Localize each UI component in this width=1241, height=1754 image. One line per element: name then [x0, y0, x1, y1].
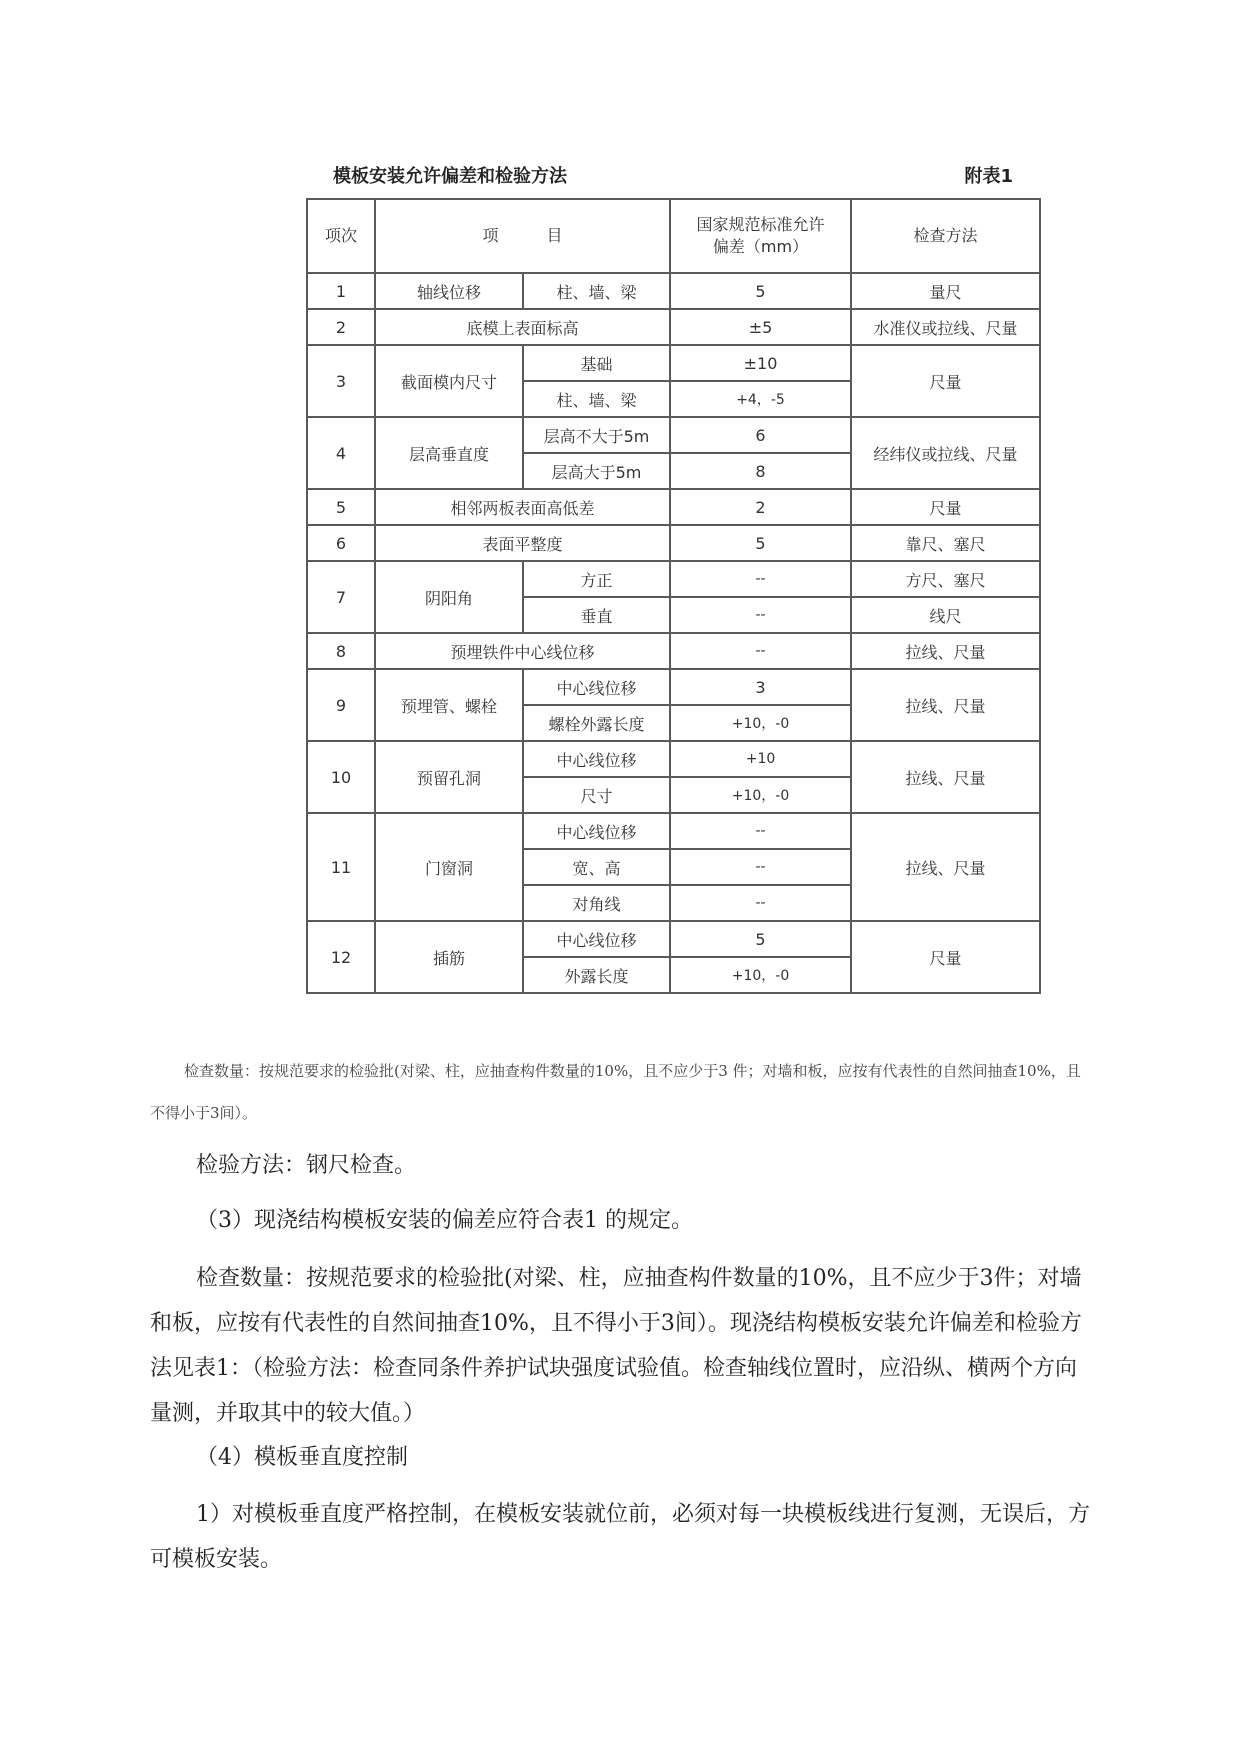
row-value: 2	[670, 489, 851, 525]
row-method: 经纬仪或拉线、尺量	[851, 417, 1040, 489]
row-value: +10，-0	[670, 705, 851, 741]
table-header-row	[307, 199, 1040, 273]
row-value: --	[670, 633, 851, 669]
row-sub: 层高大于5m	[523, 453, 670, 489]
row-value: +10	[670, 741, 851, 777]
row-no: 12	[307, 921, 375, 993]
header-tolerance: 国家规范标准允许偏差（mm）	[670, 199, 851, 273]
row-method: 尺量	[851, 921, 1040, 993]
row-no: 4	[307, 417, 375, 489]
row-no: 9	[307, 669, 375, 741]
table-row	[307, 921, 1040, 957]
row-value: 5	[670, 525, 851, 561]
row-sub: 柱、墙、梁	[523, 273, 670, 309]
row-value: +4，-5	[670, 381, 851, 417]
row-method: 尺量	[851, 489, 1040, 525]
row-method: 方尺、塞尺	[851, 561, 1040, 597]
row-no: 1	[307, 273, 375, 309]
row-item: 层高垂直度	[375, 417, 523, 489]
row-item: 相邻两板表面高低差	[375, 489, 670, 525]
table-row	[307, 561, 1040, 597]
row-sub: 基础	[523, 345, 670, 381]
row-sub: 外露长度	[523, 957, 670, 993]
row-sub: 螺栓外露长度	[523, 705, 670, 741]
header-item: 项 目	[375, 199, 670, 273]
row-item: 轴线位移	[375, 273, 523, 309]
row-value: +10，-0	[670, 957, 851, 993]
row-sub: 柱、墙、梁	[523, 381, 670, 417]
row-no: 10	[307, 741, 375, 813]
row-item: 门窗洞	[375, 813, 523, 921]
row-value: --	[670, 561, 851, 597]
row-value: --	[670, 597, 851, 633]
table-row	[307, 417, 1040, 453]
table-row	[307, 741, 1040, 777]
table-row	[307, 525, 1040, 561]
row-item: 预埋管、螺栓	[375, 669, 523, 741]
row-item: 预埋铁件中心线位移	[375, 633, 670, 669]
row-sub: 中心线位移	[523, 921, 670, 957]
row-method: 拉线、尺量	[851, 633, 1040, 669]
row-item: 截面模内尺寸	[375, 345, 523, 417]
table-row	[307, 309, 1040, 345]
header-method: 检查方法	[851, 199, 1040, 273]
row-value: 8	[670, 453, 851, 489]
row-no: 11	[307, 813, 375, 921]
table-row	[307, 813, 1040, 849]
row-item: 阴阳角	[375, 561, 523, 633]
row-sub: 中心线位移	[523, 741, 670, 777]
inspection-method-paragraph: 检验方法：钢尺检查。	[196, 1153, 417, 1178]
row-item: 预留孔洞	[375, 741, 523, 813]
row-item: 表面平整度	[375, 525, 670, 561]
row-sub: 对角线	[523, 885, 670, 921]
row-value: --	[670, 849, 851, 885]
row-sub: 中心线位移	[523, 813, 670, 849]
table-row	[307, 669, 1040, 705]
row-no: 8	[307, 633, 375, 669]
inspection-note-paragraph: 检查数量：按规范要求的检验批(对梁、柱，应抽查构件数量的10%，且不应少于3 件；对墙和板，应按有代表性的自然间抽查10%，且不得小于3间）。	[150, 1062, 1081, 1122]
row-method: 水准仪或拉线、尺量	[851, 309, 1040, 345]
row-no: 7	[307, 561, 375, 633]
row-item: 底模上表面标高	[375, 309, 670, 345]
verticality-paragraph: 1）对模板垂直度严格控制，在模板安装就位前，必须对每一块模板线进行复测，无误后，方可模板安装。	[150, 1502, 1091, 1572]
row-value: ±5	[670, 309, 851, 345]
row-sub: 宽、高	[523, 849, 670, 885]
row-sub: 中心线位移	[523, 669, 670, 705]
table-ref: 附表1	[964, 166, 1013, 187]
inspection-quantity-paragraph: 检查数量：按规范要求的检验批(对梁、柱，应抽查构件数量的10%，且不应少于3件；对墙和板，应按有代表性的自然间抽查10%，且不得小于3间）。现浇结构模板安装允许偏差和检验方法见表1：（检验方法：检查同条件养护试块强度试验值。检查轴线位置时，应沿纵、横两个方向量测，并取其中的较大值。）	[150, 1266, 1082, 1426]
section-3-heading: （3）现浇结构模板安装的偏差应符合表1 的规定。	[196, 1208, 693, 1233]
row-no: 5	[307, 489, 375, 525]
row-value: --	[670, 885, 851, 921]
row-value: +10，-0	[670, 777, 851, 813]
table-row	[307, 489, 1040, 525]
row-item: 插筋	[375, 921, 523, 993]
header-no: 项次	[307, 199, 375, 273]
row-value: 5	[670, 273, 851, 309]
row-value: 3	[670, 669, 851, 705]
row-no: 3	[307, 345, 375, 417]
row-method: 拉线、尺量	[851, 813, 1040, 921]
table-row	[307, 273, 1040, 309]
table-row	[307, 345, 1040, 381]
row-value: 5	[670, 921, 851, 957]
row-method: 靠尺、塞尺	[851, 525, 1040, 561]
row-method: 拉线、尺量	[851, 669, 1040, 741]
row-method: 线尺	[851, 597, 1040, 633]
row-method: 尺量	[851, 345, 1040, 417]
row-value: ±10	[670, 345, 851, 381]
tolerance-table	[306, 198, 1041, 994]
row-method: 量尺	[851, 273, 1040, 309]
row-sub: 层高不大于5m	[523, 417, 670, 453]
row-sub: 方正	[523, 561, 670, 597]
table-title: 模板安装允许偏差和检验方法	[333, 166, 567, 187]
row-value: 6	[670, 417, 851, 453]
row-sub: 尺寸	[523, 777, 670, 813]
table-caption	[333, 158, 1013, 188]
row-no: 2	[307, 309, 375, 345]
table-row	[307, 633, 1040, 669]
section-4-heading: （4）模板垂直度控制	[196, 1445, 408, 1470]
row-no: 6	[307, 525, 375, 561]
row-sub: 垂直	[523, 597, 670, 633]
row-method: 拉线、尺量	[851, 741, 1040, 813]
row-value: --	[670, 813, 851, 849]
